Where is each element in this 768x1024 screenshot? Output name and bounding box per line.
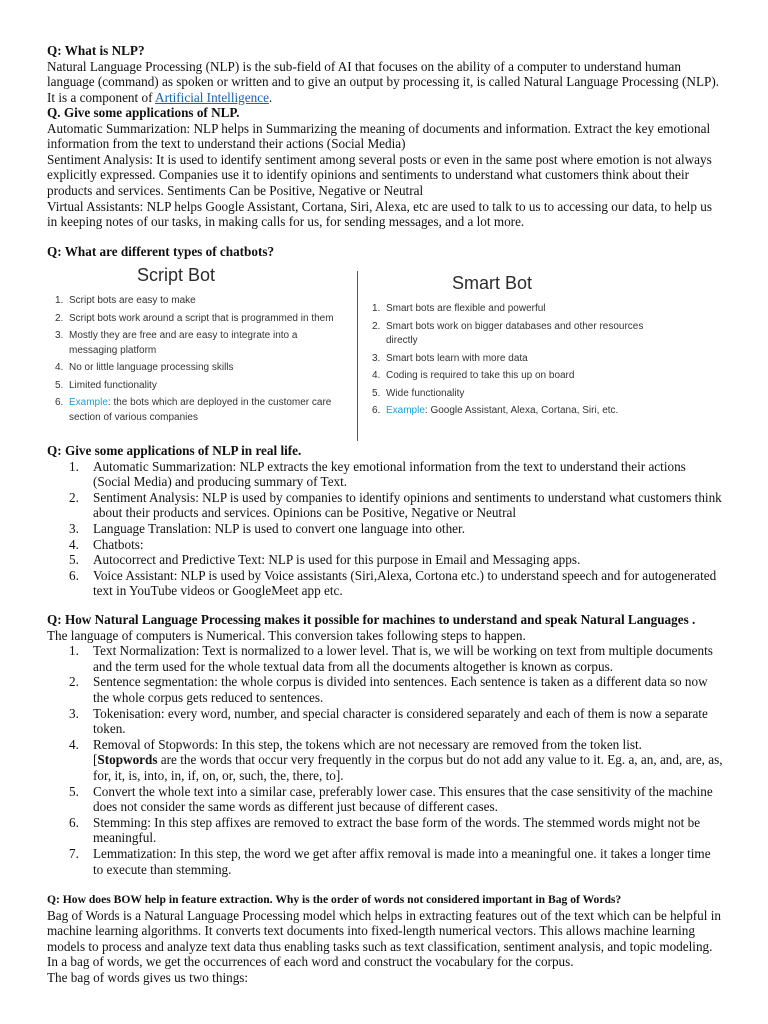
item-text: Text Normalization: Text is normalized to a lower level. That is, we will be working on text from multiple documents and the term used for the whole textual data from all the documents altogether is known as corpus. (93, 643, 713, 674)
item-number: 3. (69, 520, 79, 536)
list-item (55, 361, 345, 376)
list-item (47, 674, 723, 705)
list-item (47, 459, 723, 490)
stopwords-definition: are the words that occur very frequently in the corpus but do not add any value to it. Eg. a, an, and, are, as, for, it, is, into, in, if, on, or, such, the, there, to]. (93, 752, 723, 783)
item-text: Sentiment Analysis: NLP is used by companies to identify opinions and sentiments to understand what customers think about their products and services. Opinions can be Positive, Negative or Neutral (93, 489, 722, 521)
question-heading: Q: What is NLP? (47, 43, 145, 58)
item-text: Script bots are easy to make (69, 295, 196, 306)
item-number: 4. (69, 536, 79, 552)
item-number: 7. (69, 845, 79, 861)
item-text: Smart bots are flexible and powerful (386, 303, 546, 314)
item-number: 1. (372, 303, 381, 314)
item-text: Mostly they are free and are easy to integrate into a messaging platform (69, 330, 298, 356)
steps-list (47, 643, 723, 877)
smart-bot-list (372, 302, 644, 419)
section-nlp-real-life (47, 443, 723, 599)
list-item (372, 387, 644, 402)
list-item (55, 294, 345, 309)
paragraph: The bag of words gives us two things: (47, 969, 249, 985)
section-bag-of-words (47, 892, 723, 986)
item-number: 1. (69, 458, 79, 474)
item-number: 6. (69, 814, 79, 830)
list-item (47, 815, 723, 846)
item-text: Automatic Summarization: NLP extracts the key emotional information from the text to understand their actions (Social Media) and producing summary of Text. (93, 458, 686, 490)
question-heading: Q: How does BOW help in feature extraction. Why is the order of words not considered important in Bag of Words? (47, 893, 622, 906)
example-label: Example (69, 397, 108, 408)
item-number: 2. (55, 312, 64, 324)
example-text: : the bots which are deployed in the customer care section of various companies (69, 397, 332, 423)
list-item (55, 396, 345, 425)
list-item (47, 846, 723, 877)
paragraph: In a bag of words, we get the occurrences of each word and construct the vocabulary for the corpus. (47, 954, 574, 970)
list-item (47, 737, 723, 784)
item-text: Smart bots work on bigger databases and other resources directly (386, 320, 644, 346)
item-number: 4. (372, 370, 381, 381)
item-number: 4. (69, 736, 79, 752)
list-item (47, 643, 723, 674)
bracket: [ (93, 752, 98, 768)
script-bot-column (55, 265, 345, 428)
list-item (55, 329, 345, 358)
smart-bot-title: Smart Bot (452, 273, 533, 293)
applications-list (47, 459, 723, 599)
paragraph: Bag of Words is a Natural Language Processing model which helps in extracting features out of the text which can be helpful in machine learning algorithms. It converts text documents into fixed-length numerical vectors. This allows machine learning models to process and analyze text data thus enabling tasks such as text classification, sentiment analysis, and topic modeling. (47, 907, 721, 954)
item-number: 2. (69, 674, 79, 690)
chatbot-comparison-figure (47, 265, 647, 443)
script-bot-title: Script Bot (137, 265, 216, 285)
list-item (47, 706, 723, 737)
item-text: Removal of Stopwords: In this step, the tokens which are not necessary are removed from the token list. (93, 736, 642, 752)
item-number: 2. (69, 489, 79, 505)
answer-tail: . (268, 89, 273, 105)
script-bot-list (55, 294, 345, 425)
item-number: 4. (55, 362, 64, 373)
question-heading: Q. Give some applications of NLP. (47, 105, 240, 120)
item-text: Limited functionality (69, 379, 157, 391)
column-divider (357, 271, 358, 441)
paragraph: Automatic Summarization: NLP helps in Summarizing the meaning of documents and information. Extract the key emotional information from the text to understand their actions (Social Media) (47, 120, 711, 152)
question-heading: Q: Give some applications of NLP in real life. (47, 443, 302, 458)
item-text: Autocorrect and Predictive Text: NLP is used for this purpose in Email and Messaging apps. (93, 552, 581, 568)
section-applications-of-nlp (47, 105, 723, 230)
list-item (47, 552, 723, 568)
item-text: Smart bots learn with more data (386, 352, 528, 364)
item-text: Stemming: In this step affixes are removed to extract the base form of the words. The stemmed words might not be meaningful. (93, 814, 701, 846)
list-item (47, 784, 723, 815)
question-heading: Q: What are different types of chatbots? (47, 244, 275, 259)
item-number: 1. (69, 643, 79, 659)
item-text: Lemmatization: In this step, the word we get after affix removal is made into a meaningful one. it takes a longer time to execute than stemming. (93, 845, 711, 877)
artificial-intelligence-link[interactable]: Artificial Intelligence (155, 89, 269, 105)
item-number: 6. (55, 397, 64, 408)
list-item (372, 369, 644, 384)
item-text: Script bots work around a script that is programmed in them (69, 312, 334, 324)
list-item (372, 302, 644, 317)
item-text: Sentence segmentation: the whole corpus is divided into sentences. Each sentence is taken as a different data so now the whole corpus gets reduced to sentences. (93, 674, 708, 705)
section-types-of-chatbots (47, 244, 723, 260)
intro-paragraph: The language of computers is Numerical. This conversion takes following steps to happen. (47, 627, 526, 643)
item-number: 6. (372, 405, 381, 416)
item-number: 1. (55, 295, 64, 306)
list-item (47, 521, 723, 537)
example-label: Example (386, 405, 425, 416)
list-item (47, 537, 723, 553)
item-text: Coding is required to take this up on board (386, 370, 575, 381)
answer-paragraph (47, 59, 723, 106)
section-what-is-nlp (47, 43, 723, 105)
list-item (372, 320, 644, 349)
item-number: 5. (372, 387, 381, 399)
paragraph: Sentiment Analysis: It is used to identify sentiment among several posts or even in the same post where emotion is not always explicitly expressed. Companies use it to identify opinions and sentiments to understand what customers think about their products and services. Sentiments Can be Positive, Negative or Neutral (47, 151, 712, 198)
section-how-nlp-works (47, 612, 723, 877)
item-number: 5. (55, 379, 64, 391)
item-text: Chatbots: (93, 536, 144, 552)
item-number: 5. (69, 783, 79, 799)
item-text: Convert the whole text into a similar case, preferably lower case. This ensures that the case sensitivity of the machine does not consider the same words as different just because of different cases. (93, 783, 713, 815)
list-item (47, 490, 723, 521)
item-text: No or little language processing skills (69, 362, 234, 373)
list-item (55, 312, 345, 327)
item-text: Wide functionality (386, 387, 465, 399)
list-item (372, 352, 644, 367)
item-number: 3. (372, 352, 381, 364)
list-item (55, 379, 345, 394)
item-text: Voice Assistant: NLP is used by Voice assistants (Siri,Alexa, Cortona etc.) to understand speech and for autogenerated text in YouTube videos or GoogleMeet app etc. (93, 567, 717, 599)
item-text: Tokenisation: every word, number, and special character is considered separately and each of them is now a separate token. (93, 705, 708, 737)
question-heading: Q: How Natural Language Processing makes it possible for machines to understand and speak Natural Languages . (47, 612, 696, 627)
item-text: Language Translation: NLP is used to convert one language into other. (93, 520, 465, 536)
item-number: 3. (69, 705, 79, 721)
list-item (372, 404, 644, 419)
item-number: 3. (55, 330, 64, 341)
item-number: 2. (372, 320, 381, 332)
answer-text: Natural Language Processing (NLP) is the sub-field of AI that focuses on the ability of a computer to understand human language (command) as spoken or written and to give an output by processing it, is called Natural Language Processing (NLP). It is a component of (47, 58, 720, 105)
example-text: : Google Assistant, Alexa, Cortana, Siri, etc. (424, 405, 619, 416)
paragraph: Virtual Assistants: NLP helps Google Assistant, Cortana, Siri, Alexa, etc are used to talk to us to accessing our data, to help us in keeping notes of our tasks, in making calls for us, for sending messages, and a lot more. (47, 198, 712, 230)
item-number: 5. (69, 552, 79, 568)
stopwords-term: Stopwords (97, 752, 158, 768)
item-number: 6. (69, 567, 79, 583)
list-item (47, 568, 723, 599)
smart-bot-column (372, 273, 644, 422)
